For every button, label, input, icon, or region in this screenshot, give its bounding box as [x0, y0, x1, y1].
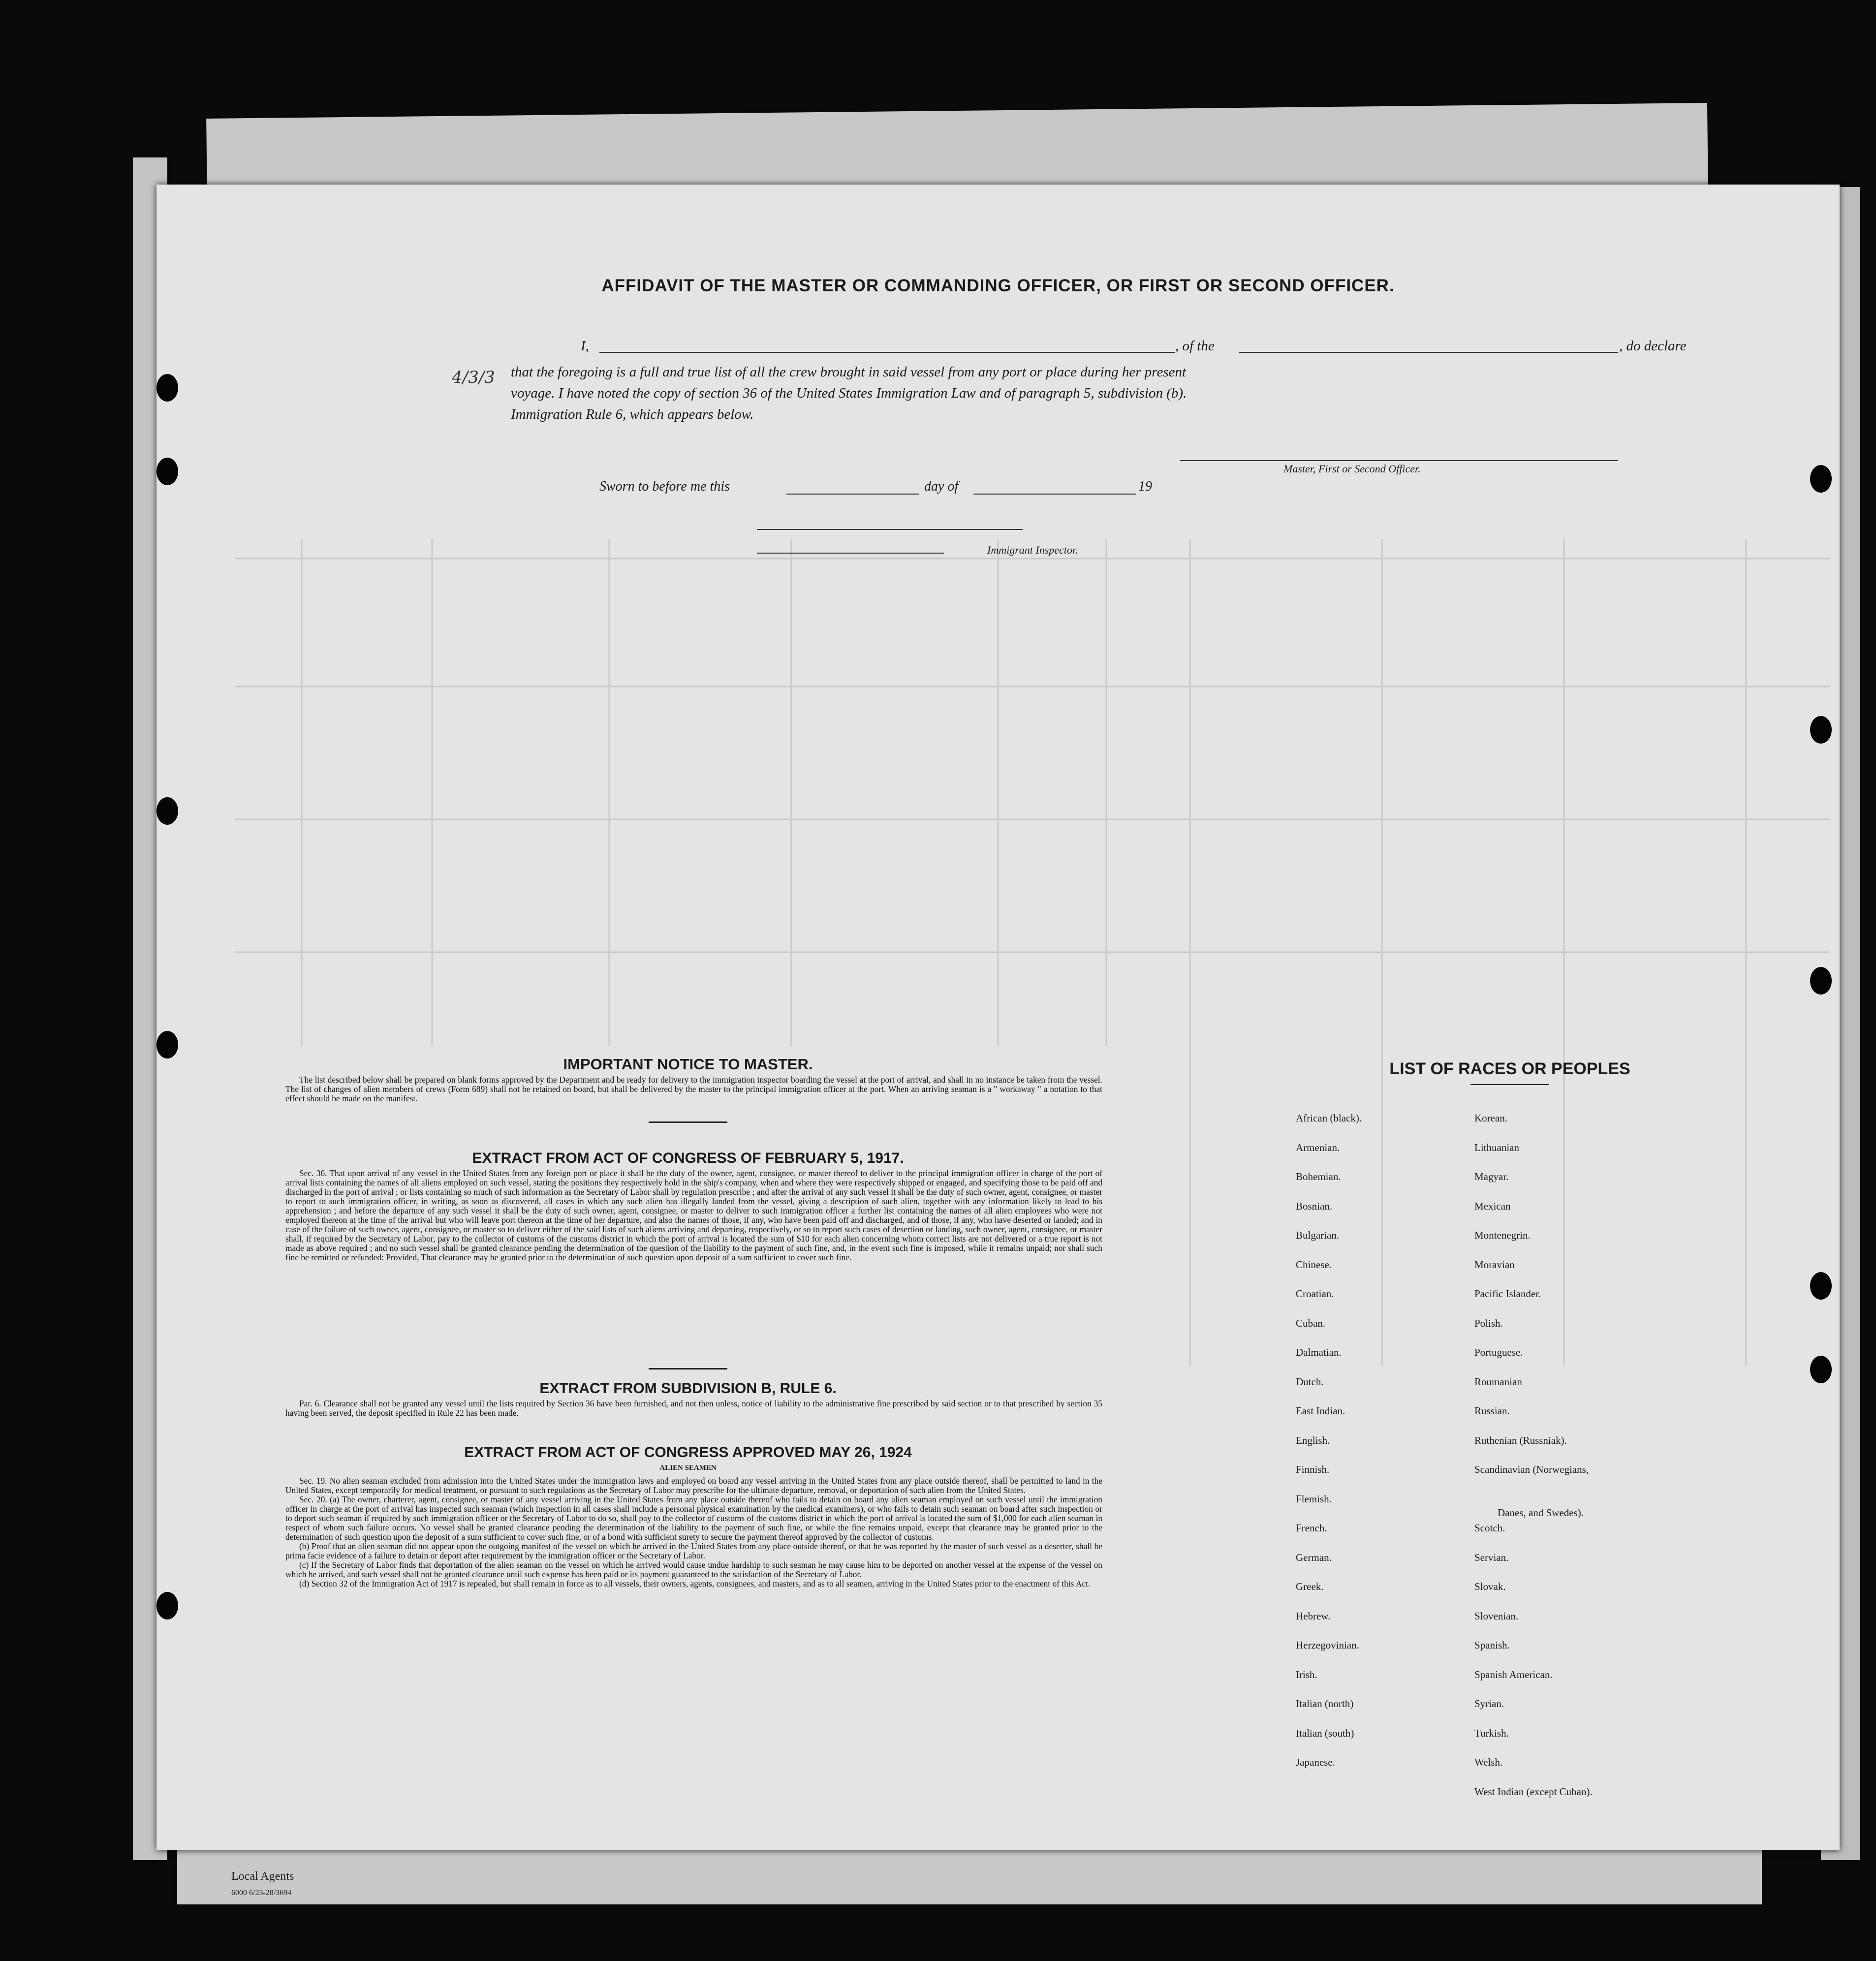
race-item: Croatian.	[1296, 1288, 1334, 1300]
punch-hole	[156, 458, 178, 485]
master-signature-line	[1180, 460, 1618, 461]
race-item: Slovak.	[1474, 1581, 1506, 1592]
race-item: Slovenian.	[1474, 1610, 1519, 1622]
race-item: Italian (north)	[1296, 1698, 1354, 1710]
race-item: Ruthenian (Russniak).	[1474, 1434, 1567, 1446]
race-item: Dalmatian.	[1296, 1346, 1342, 1358]
sworn-day-blank	[786, 494, 919, 495]
rule-6-paragraph: Par. 6. Clearance shall not be granted any vessel until the lists required by Section 36 have been furnished, and not then unless, notice of liability to the administrative fine prescribed by said section or to that prescribed by section 35 having been served, the deposit specified in Rule 22 has been made.	[285, 1399, 1102, 1418]
race-item: Syrian.	[1474, 1698, 1504, 1710]
race-item: Greek.	[1296, 1581, 1324, 1592]
vessel-blank	[1239, 352, 1618, 353]
divider	[1470, 1084, 1549, 1085]
race-item: East Indian.	[1296, 1405, 1345, 1417]
race-item: Bosnian.	[1296, 1200, 1333, 1212]
section-36-paragraph: Sec. 36. That upon arrival of any vessel in the United States from any foreign port or place it shall be the duty of the owner, agent, consignee, or master thereof to deliver to the principal immigration officer in charge of the port of arrival lists containing the names of all aliens employed on such vessel, stating the positions they respectively hold in the ship's company, when and where they were respectively shipped or engaged, and specifying those to be paid off and discharged in the port of arrival ; or lists containing so much of such information as the Secretary of Labor shall by regulation prescribe ; and after the arrival of any such vessel it shall be the duty of such owner, agent, consignee, or master to report to such immigration officer, in writing, as soon as discovered, all cases in which any such alien has illegally landed from the vessel, giving a description of such alien, together with any information likely to lead to his apprehension ; and before the departure of any such vessel it shall be the duty of such owner, agent, consignee, or master to deliver to such immigration officer a further list containing the names of all alien employees who were not employed thereon at the time of the arrival but who will leave port thereon at the time of her departure, and also the names of those, if any, who have been paid off and discharged, and of those, if any, who have deserted or landed; and in case of the failure of such owner, agent, consignee, or master so to deliver either of the said lists of such aliens arriving and departing, respectively, or so to report such cases of desertion or landing, such owner, agent, consignee, or master shall, if required by the Secretary of Labor, pay to the collector of customs of the customs district in which the port of arrival is located the sum of $10 for each alien concerning whom correct lists are not delivered or a true report is not made as above required ; and no such vessel shall be granted clearance pending the determination of the question of the liability to the payment of such fine, and, in the event such fine is imposed, while it remains unpaid; nor shall such fine be remitted or refunded: Provided, That clearance may be granted prior to the determination of such question upon deposit of a sum sufficient to cover such fine.	[285, 1168, 1102, 1262]
punch-hole	[1810, 1356, 1832, 1383]
race-item: Dutch.	[1296, 1375, 1324, 1388]
race-item: Mexican	[1474, 1200, 1511, 1212]
punch-hole	[156, 374, 178, 402]
race-item: Cuban.	[1296, 1317, 1326, 1329]
race-item: Irish.	[1296, 1668, 1317, 1681]
declaration-do-declare: , do declare	[1619, 338, 1687, 354]
divider	[649, 1368, 727, 1370]
divider	[649, 1121, 727, 1123]
extract-1917-text	[285, 1169, 1102, 1262]
race-item: Japanese.	[1296, 1756, 1335, 1768]
race-item: Finnish.	[1296, 1463, 1330, 1475]
year-prefix: 19	[1138, 479, 1152, 494]
punch-hole	[156, 797, 178, 825]
race-item: German.	[1296, 1551, 1332, 1563]
race-item: Herzegovinian.	[1296, 1639, 1359, 1651]
race-item: Bohemian.	[1296, 1171, 1341, 1183]
declaration-of-the: , of the	[1175, 338, 1215, 354]
sec-19-paragraph: Sec. 19. No alien seaman excluded from admission into the United States under the immigration laws and employed on board any vessel arriving in the United States from any place outside thereof, shall be permitted to land in the United States, except temporarily for medical treatment, or pursuant to such regulations as the Secretary of Labor may prescribe for the ultimate departure, removal, or deportation of such alien from the United States.	[285, 1476, 1102, 1495]
race-item: Russian.	[1474, 1405, 1510, 1417]
extract-1924-title: EXTRACT FROM ACT OF CONGRESS APPROVED MAY 26, 1924	[464, 1444, 912, 1461]
sworn-month-blank	[973, 494, 1136, 495]
race-item: Roumanian	[1474, 1375, 1522, 1388]
punch-hole	[1810, 716, 1832, 744]
race-item: Welsh.	[1474, 1756, 1503, 1768]
punch-hole	[1810, 967, 1832, 995]
race-item: Korean.	[1474, 1112, 1508, 1124]
extract-1924-text	[285, 1476, 1102, 1588]
local-agents-label: Local Agents	[231, 1870, 294, 1883]
declaration-line-3: voyage. I have noted the copy of section 36 of the United States Immigration Law and of paragraph 5, subdivision (b).	[511, 385, 1187, 401]
race-item: Polish.	[1474, 1317, 1503, 1329]
sec-20b-paragraph: (b) Proof that an alien seaman did not appear upon the outgoing manifest of the vessel on which he arrived in the United States from any place outside thereof, or that he was reported by the master of such vessel as a deserter, shall be prima facie evidence of a failure to detain or deport after requirement by the immigration officer or the Secretary of Labor.	[285, 1541, 1102, 1560]
alien-seamen-subtitle: ALIEN SEAMEN	[659, 1464, 717, 1472]
race-item: West Indian (except Cuban).	[1474, 1785, 1593, 1798]
race-item: Spanish American.	[1474, 1668, 1553, 1681]
sec-20d-paragraph: (d) Section 32 of the Immigration Act of 1917 is repealed, but shall remain in force as to all vessels, their owners, agents, consignees, and masters, and as to all seamen, arriving in the United States prior to the enactment of this Act.	[299, 1579, 1091, 1588]
race-item: Flemish.	[1296, 1493, 1332, 1505]
race-item: Italian (south)	[1296, 1727, 1354, 1739]
punch-hole	[156, 1031, 178, 1058]
name-blank	[599, 352, 1175, 353]
race-item: English.	[1296, 1434, 1330, 1446]
notice-text	[285, 1075, 1102, 1103]
race-item: Armenian.	[1296, 1141, 1340, 1153]
affidavit-title: AFFIDAVIT OF THE MASTER OR COMMANDING OFFICER, OR FIRST OR SECOND OFFICER.	[601, 276, 1395, 295]
race-item: Spanish.	[1474, 1639, 1510, 1651]
sec-20c-paragraph: (c) If the Secretary of Labor finds that deportation of the alien seaman on the vessel on which he arrived would cause undue hardship to such seaman he may cause him to be deported on another vessel at the expense of the vessel on which he arrived, and such vessel shall not be granted clearance until such expense has been paid or its payment guaranteed to the satisfaction of the Secretary of Labor.	[285, 1560, 1102, 1579]
race-item: Turkish.	[1474, 1727, 1509, 1739]
declaration-i: I,	[581, 338, 589, 354]
affidavit-page	[156, 185, 1840, 1850]
handwritten-margin-note: 4/3/3	[452, 368, 495, 387]
race-item: Moravian	[1474, 1258, 1515, 1271]
race-item: Lithuanian	[1474, 1141, 1519, 1153]
punch-hole	[156, 1592, 178, 1619]
race-item: Magyar.	[1474, 1171, 1509, 1183]
race-item: Scandinavian (Norwegians,	[1474, 1463, 1589, 1475]
races-title: LIST OF RACES OR PEOPLES	[1389, 1059, 1630, 1078]
notice-paragraph: The list described below shall be prepared on blank forms approved by the Department and be ready for delivery to the immigration inspector boarding the vessel at the port of arrival, and shall in no instance be taken from the vessel. The list of changes of alien members of crews (Form 689) shall not be retained on board, but shall be delivered by the master to the principal immigration officer at the port. When an arriving seaman is a " workaway " a notation to that effect should be made on the manifest.	[285, 1075, 1102, 1103]
race-item: Chinese.	[1296, 1258, 1332, 1271]
declaration-line-2: that the foregoing is a full and true list of all the crew brought in said vessel from any port or place during her present	[511, 364, 1187, 380]
race-item: Bulgarian.	[1296, 1229, 1340, 1241]
inspector-line	[757, 553, 944, 554]
notice-title: IMPORTANT NOTICE TO MASTER.	[563, 1056, 813, 1073]
day-of-text: day of	[924, 479, 959, 494]
bleed-through-grid	[156, 185, 1840, 1850]
punch-hole	[1810, 465, 1832, 493]
race-item: African (black).	[1296, 1112, 1362, 1124]
inspector-label: Immigrant Inspector.	[987, 544, 1078, 556]
race-item: Servian.	[1474, 1551, 1509, 1563]
form-number: 6000 6/23-28/3694	[231, 1889, 292, 1897]
race-item: Hebrew.	[1296, 1610, 1331, 1622]
master-signature-label: Master, First or Second Officer.	[1283, 463, 1421, 475]
race-item: Danes, and Swedes).	[1498, 1506, 1584, 1519]
rule-6-text	[285, 1399, 1102, 1418]
race-item: Portuguese.	[1474, 1346, 1523, 1358]
inspector-line-top	[757, 529, 1023, 530]
punch-hole	[1810, 1272, 1832, 1300]
race-item: Scotch.	[1474, 1522, 1505, 1534]
sworn-text: Sworn to before me this	[599, 479, 730, 494]
extract-1917-title: EXTRACT FROM ACT OF CONGRESS OF FEBRUARY 5, 1917.	[472, 1150, 904, 1166]
race-item: Pacific Islander.	[1474, 1288, 1541, 1300]
declaration-line-4: Immigration Rule 6, which appears below.	[511, 406, 754, 422]
sec-20a-paragraph: Sec. 20. (a) The owner, charterer, agent, consignee, or master of any vessel arriving in the United States from any place outside thereof who fails to detain on board any alien seaman employed on such vessel until the immigration officer in charge at the port of arrival has inspected such seaman (which inspection in all cases shall include a personal physical examination by the medical examiners), or who fails to detain such seaman on board after such inspection or to deport such seaman if required by such immigration officer or the Secretary of Labor to do so, shall pay to the collector of customs of the customs district in which the port of arrival is located the sum of $1,000 for each alien seaman in respect of whom such failure occurs. No vessel shall be granted clearance pending the determination of the liability to the payment of such fine, or while the fine remains unpaid, except that clearance may be granted prior to the determination of such question upon the deposit of a sum sufficient to cover such fine, or of a bond with sufficient surety to secure the payment thereof approved by the collector of customs.	[285, 1494, 1102, 1542]
race-item: Montenegrin.	[1474, 1229, 1531, 1241]
rule-6-title: EXTRACT FROM SUBDIVISION B, RULE 6.	[539, 1380, 837, 1397]
race-item: French.	[1296, 1522, 1327, 1534]
